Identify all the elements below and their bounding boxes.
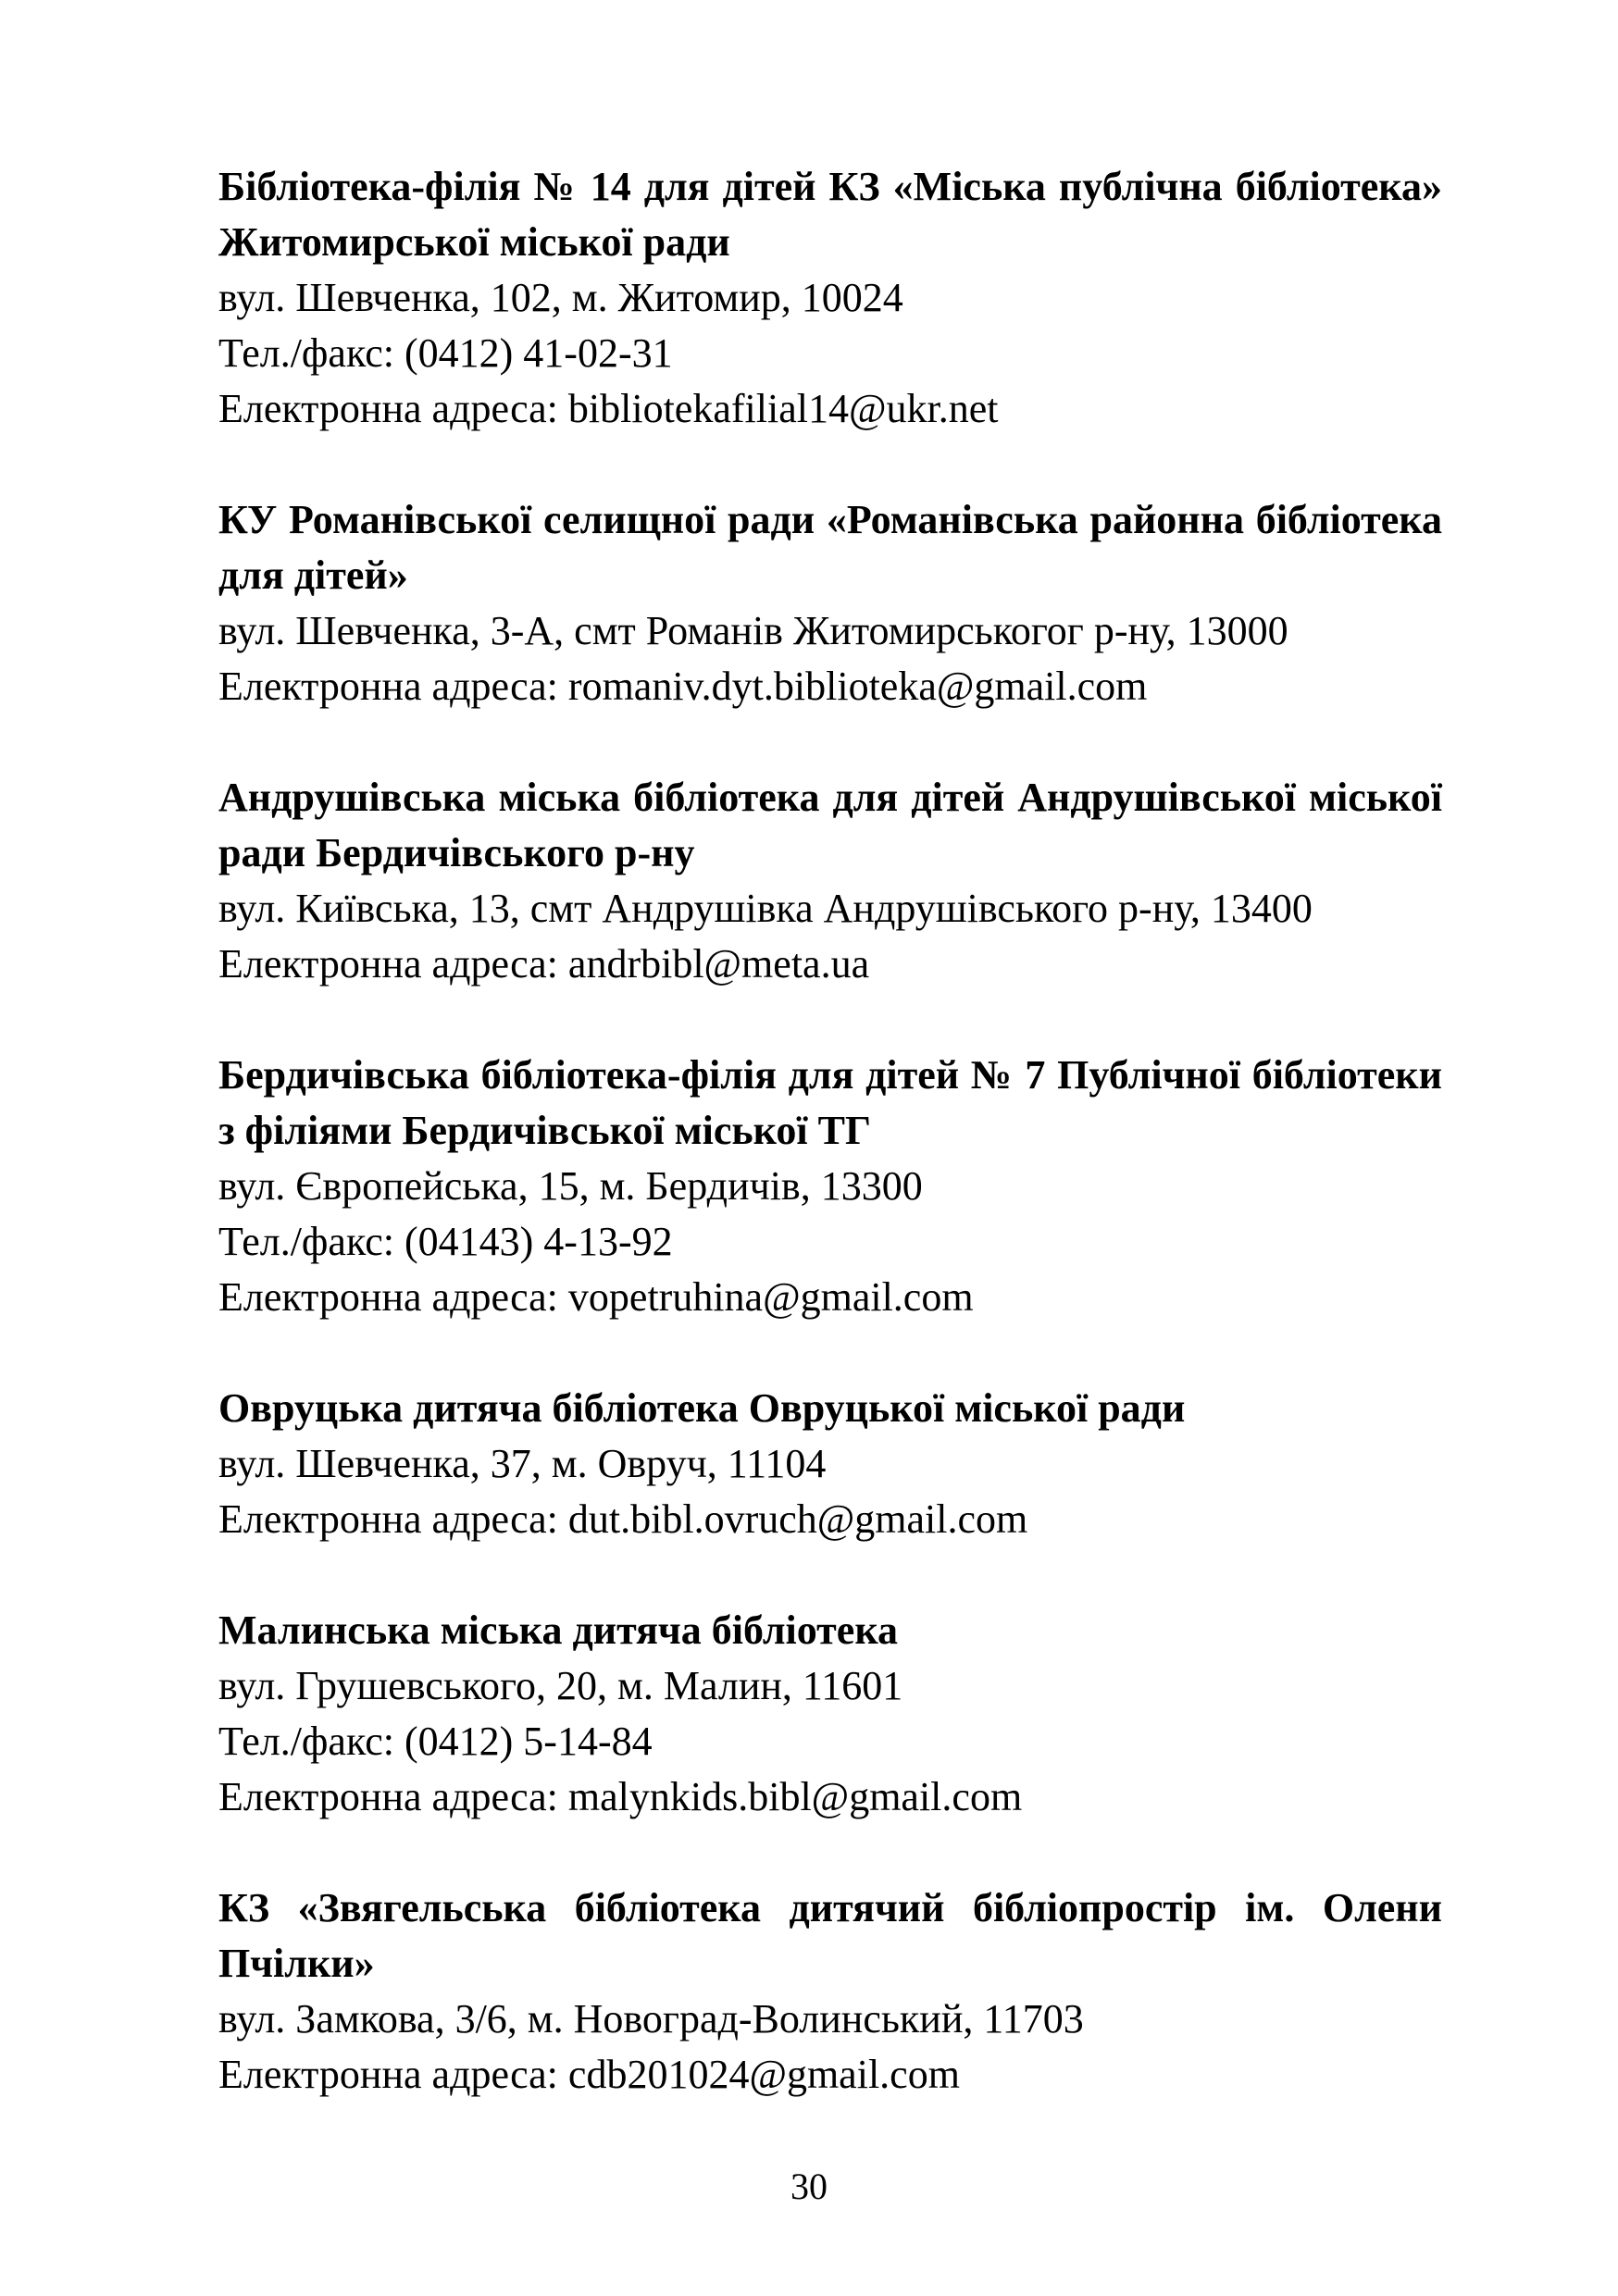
library-email: Електронна адреса: andrbibl@meta.ua [218, 941, 870, 987]
library-entry-3 [218, 770, 1442, 992]
library-email: Електронна адреса: malynkids.bibl@gmail.com [218, 1774, 1023, 1819]
library-address: вул. Шевченка, 3-А, смт Романів Житомирськогог р-ну, 13000 [218, 608, 1288, 653]
library-name: КУ Романівської селищної ради «Романівська районна бібліотека для дітей» [218, 497, 1442, 598]
library-address: вул. Шевченка, 37, м. Овруч, 11104 [218, 1441, 827, 1486]
library-name: КЗ «Звягельська бібліотека дитячий бібліопростір ім. Олени Пчілки» [218, 1885, 1442, 1986]
library-email: Електронна адреса: cdb201024@gmail.com [218, 2052, 960, 2097]
library-address: вул. Замкова, 3/6, м. Новоград-Волинський, 11703 [218, 1996, 1084, 2042]
library-entry-4 [218, 1048, 1442, 1325]
library-address: вул. Шевченка, 102, м. Житомир, 10024 [218, 275, 903, 320]
library-phone: Тел./факс: (0412) 41-02-31 [218, 330, 673, 376]
library-list [218, 159, 1442, 2103]
library-phone: Тел./факс: (04143) 4-13-92 [218, 1219, 673, 1264]
library-entry-5 [218, 1381, 1442, 1547]
library-name: Овруцька дитяча бібліотека Овруцької міської ради [218, 1385, 1186, 1431]
library-email: Електронна адреса: bibliotekafilial14@ukr.net [218, 386, 999, 431]
library-name: Андрушівська міська бібліотека для дітей Андрушівської міської ради Бердичівського р-ну [218, 775, 1442, 875]
library-email: Електронна адреса: vopetruhina@gmail.com [218, 1274, 974, 1320]
library-address: вул. Київська, 13, смт Андрушівка Андрушівського р-ну, 13400 [218, 886, 1313, 931]
library-entry-1 [218, 159, 1442, 437]
library-email: Електронна адреса: romaniv.dyt.biblioteka@gmail.com [218, 664, 1148, 709]
page-number: 30 [790, 2166, 828, 2207]
library-name: Бердичівська бібліотека-філія для дітей № 7 Публічної бібліотеки з філіями Бердичівської міської ТГ [218, 1052, 1442, 1153]
library-entry-2 [218, 492, 1442, 714]
library-address: вул. Європейська, 15, м. Бердичів, 13300 [218, 1163, 923, 1209]
library-phone: Тел./факс: (0412) 5-14-84 [218, 1719, 653, 1764]
library-address: вул. Грушевського, 20, м. Малин, 11601 [218, 1663, 903, 1708]
library-entry-7 [218, 1880, 1442, 2103]
library-email: Електронна адреса: dut.bibl.ovruch@gmail.com [218, 1496, 1028, 1542]
library-name: Бібліотека-філія № 14 для дітей КЗ «Міська публічна бібліотека» Житомирської міської ради [218, 164, 1442, 265]
library-name: Малинська міська дитяча бібліотека [218, 1607, 899, 1653]
library-entry-6 [218, 1603, 1442, 1825]
